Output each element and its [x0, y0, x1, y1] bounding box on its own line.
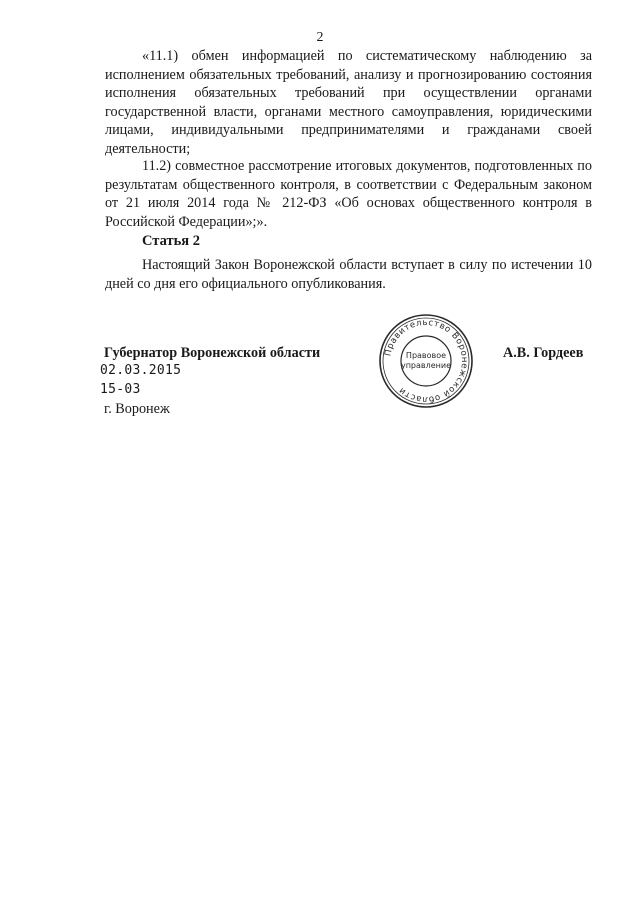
article-heading: Статья 2	[142, 233, 200, 249]
seal-inner-text-2: управление	[400, 361, 452, 370]
seal-outer-text: Правительство Воронежской области	[383, 317, 470, 405]
paragraph-text: Настоящий Закон Воронежской области вступает в силу по истечении 10 дней со дня его официального опубликования.	[105, 257, 592, 292]
governor-name: А.В. Гордеев	[503, 345, 584, 361]
official-seal-stamp	[378, 313, 474, 409]
city-name: г. Воронеж	[104, 401, 170, 417]
paragraph-11-2	[105, 157, 592, 231]
registration-date: 02.03.2015	[100, 363, 182, 378]
paragraph-text: «11.1) обмен информацией по систематическому наблюдению за исполнением обязательных требований, анализу и прогнозированию состояния исполнения обязательных требований при осуществлении органами государственной власти, органами местного самоуправления, юридическими лицами, индивидуальными предпринимателями и гражданами своей деятельности;	[105, 48, 592, 157]
paragraph-text: 11.2) совместное рассмотрение итоговых документов, подготовленных по результатам общественного контроля, в соответствии с Федеральным законом от 21 июля 2014 года № 212-ФЗ «Об основах общественного контроля в Российской Федерации»;».	[105, 158, 592, 230]
registration-number: 15-03	[100, 382, 141, 397]
page-number: 2	[316, 30, 324, 45]
governor-title: Губернатор Воронежской области	[104, 345, 321, 361]
paragraph-11-1	[105, 47, 592, 158]
seal-inner-text-1: Правовое	[405, 351, 447, 360]
paragraph-article-2	[105, 256, 592, 293]
